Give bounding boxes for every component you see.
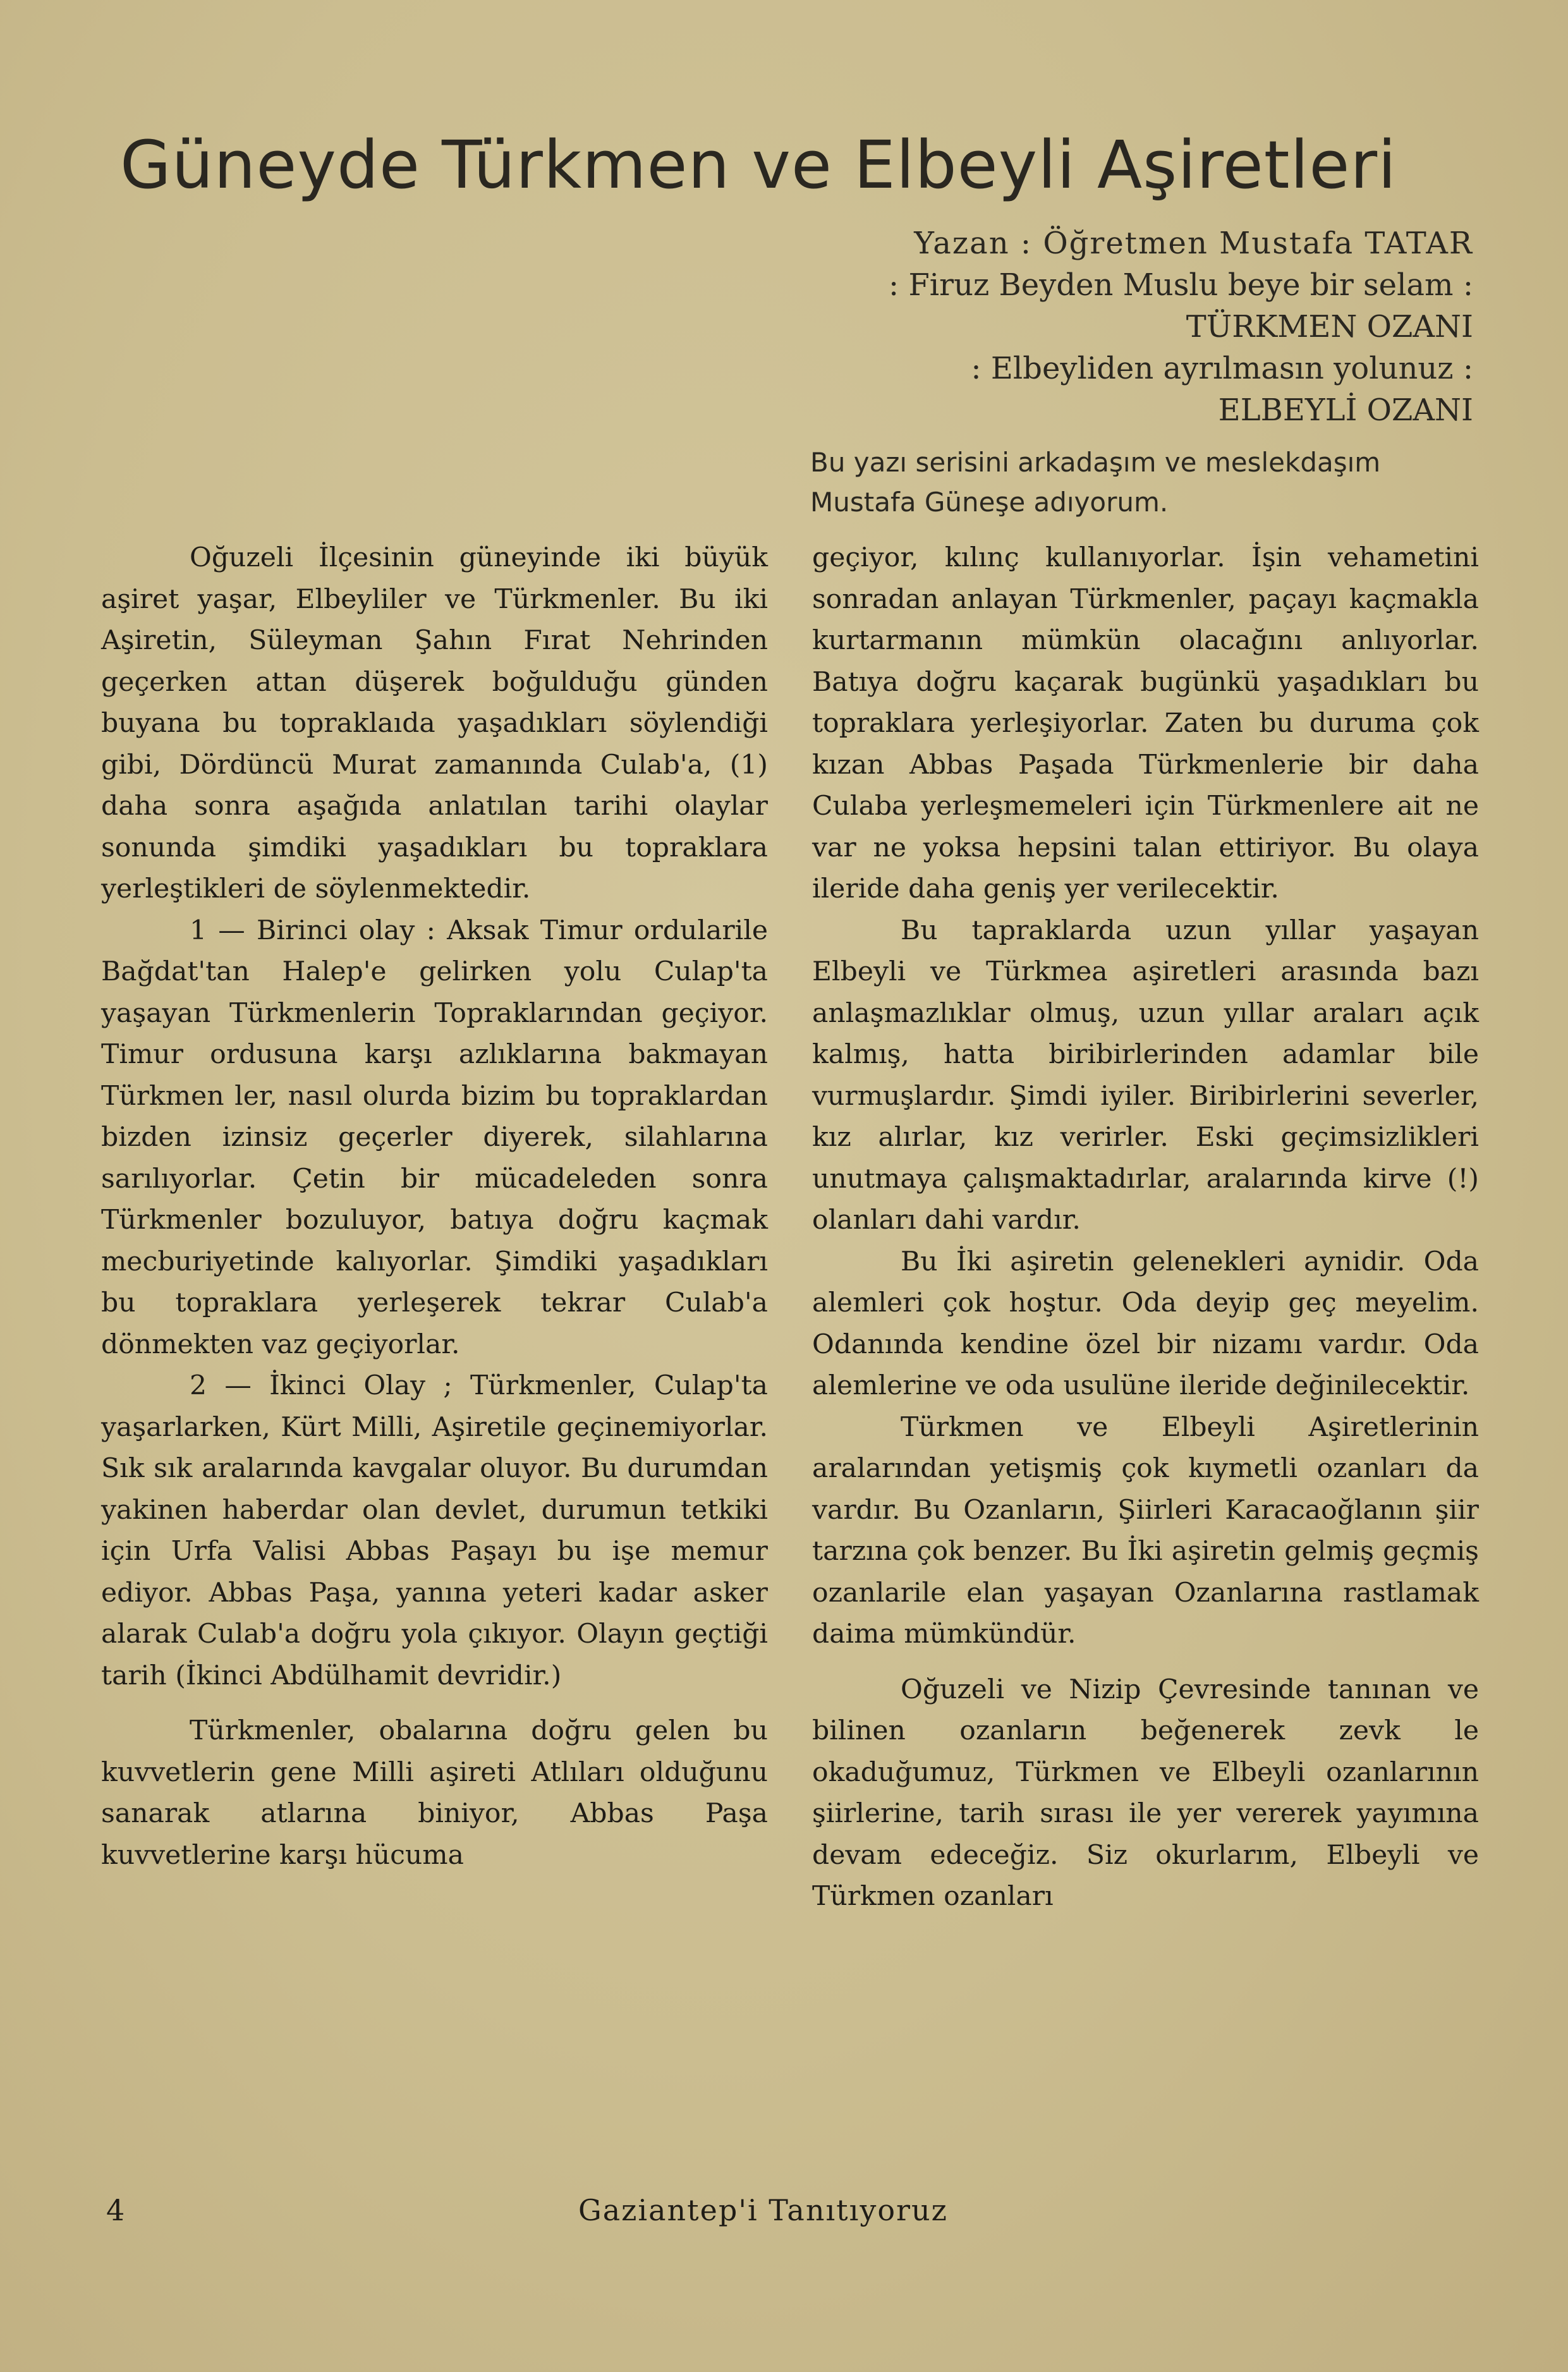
article-title: Güneyde Türkmen ve Elbeyli Aşiretleri (120, 126, 1397, 204)
paragraph: Türkmen ve Elbeyli Aşiretlerinin aralarından yetişmiş çok kıymetli ozanları da vardır. Bu Ozanların, Şiirleri Karacaoğlanın şiir tarzına çok benzer. Bu İki aşiretin gelmiş geçmiş ozanlarile elan yaşayan Ozanlarına rastlamak daima mümkündür. (812, 1411, 1479, 1650)
paragraph: 1 — Birinci olay : Aksak Timur ordularile Bağdat'tan Halep'e gelirken yolu Culap'ta yaşayan Türkmenlerin Topraklarından geçiyor. Timur ordusuna karşı azlıklarına bakmayan Türkmen ler, nasıl olurda bizim bu topraklardan bizden izinsiz geçerler diyerek, silahlarına sarılıyorlar. Çetin bir mücadeleden sonra Türkmenler bozuluyor, batıya doğru kaçmak mecburiyetinde kalıyorlar. Şimdiki yaşadıkları bu topraklara yerleşerek tekrar Culab'a dönmekten vaz geçiyorlar. (101, 915, 768, 1360)
paragraph: Oğuzeli İlçesinin güneyinde iki büyük aşiret yaşar, Elbeyliler ve Türkmenler. Bu iki Aşiretin, Süleyman Şahın Fırat Nehrinden geçerken attan düşerek boğulduğu günden buyana bu topraklaıda yaşadıkları söylendiği gibi, Dördüncü Murat zamanında Culab'a, (1) daha sonra aşağıda anlatılan tarihi olaylar sonunda şimdiki yaşadıkları bu topraklara yerleştikleri de söylenmektedir. (101, 542, 768, 904)
verse-attribution-1: TÜRKMEN OZANI (1186, 309, 1473, 344)
verse-attribution-2: ELBEYLİ OZANI (1218, 392, 1473, 428)
verse-quote-1: : Firuz Beyden Muslu beye bir selam : (889, 267, 1473, 303)
paragraph: Oğuzeli ve Nizip Çevresinde tanınan ve bilinen ozanların beğenerek zevk le okaduğumuz, Türkmen ve Elbeyli ozanlarının şiirlerine, tarih sırası ile yer vererek yayımına devam edeceğiz. Siz okurlarım, Elbeyli ve Türkmen ozanları (812, 1674, 1479, 1912)
byline-block (715, 222, 1473, 431)
publication-title: Gaziantep'i Tanıtıyoruz (578, 2193, 948, 2227)
verse-quote-2: : Elbeyliden ayrılmasın yolunuz : (971, 351, 1473, 386)
right-column (812, 537, 1479, 1918)
paragraph: Bu İki aşiretin gelenekleri aynidir. Oda alemleri çok hoştur. Oda deyip geç meyelim. Odanında kendine özel bir nizamı vardır. Oda alemlerine ve oda usulüne ileride değinilecektir. (812, 1246, 1479, 1401)
paragraph: Türkmenler, obalarına doğru gelen bu kuvvetlerin gene Milli aşireti Atlıları olduğunu sanarak atlarına biniyor, Abbas Paşa kuvvetlerine karşı hücuma (101, 1715, 768, 1871)
paragraph: geçiyor, kılınç kullanıyorlar. İşin vehametini sonradan anlayan Türkmenler, paçayı kaçmakla kurtarmanın mümkün olacağını anlıyorlar. Batıya doğru kaçarak bugünkü yaşadıkları bu topraklara yerleşiyorlar. Zaten bu duruma çok kızan Abbas Paşada Türkmenlerie bir daha Culaba yerleşmemeleri için Türkmenlere ait ne var ne yoksa hepsini talan ettiriyor. Bu olaya ileride daha geniş yer verilecektir. (812, 542, 1479, 904)
paragraph: Bu tapraklarda uzun yıllar yaşayan Elbeyli ve Türkmea aşiretleri arasında bazı anlaşmazlıklar olmuş, uzun yıllar araları açık kalmış, hatta biribirlerinden adamlar bile vurmuşlardır. Şimdi iyiler. Biribirlerini severler, kız alırlar, kız verirler. Eski geçimsizlikleri unutmaya çalışmaktadırlar, aralarında kirve (!) olanları dahi vardır. (812, 915, 1479, 1236)
author-line: Yazan : Öğretmen Mustafa TATAR (914, 226, 1473, 261)
paragraph: 2 — İkinci Olay ; Türkmenler, Culap'ta yaşarlarken, Kürt Milli, Aşiretile geçinemiyorlar. Sık sık aralarında kavgalar oluyor. Bu durumdan yakinen haberdar olan devlet, durumun tetkiki için Urfa Valisi Abbas Paşayı bu işe memur ediyor. Abbas Paşa, yanına yeteri kadar asker alarak Culab'a doğru yola çıkıyor. Olayın geçtiği tarih (İkinci Abdülhamit devridir.) (101, 1370, 768, 1691)
page-number: 4 (106, 2193, 125, 2227)
dedication: Bu yazı serisini arkadaşım ve meslekdaşım Mustafa Güneşe adıyorum. (810, 447, 1381, 518)
left-column (101, 537, 768, 1876)
